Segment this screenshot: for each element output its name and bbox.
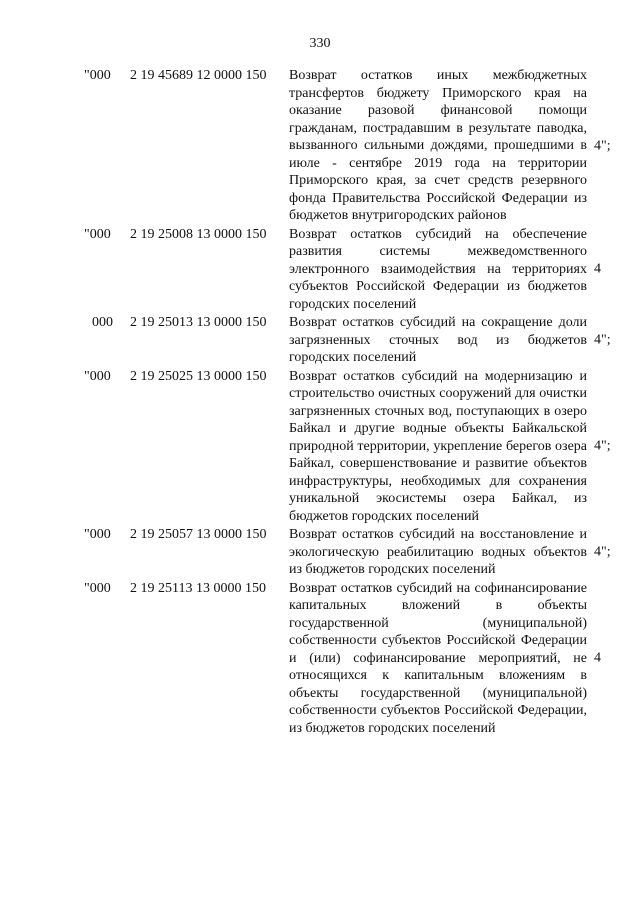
row-suffix: 4: [594, 650, 601, 666]
classification-code: 2 19 25013 13 0000 150: [130, 315, 267, 330]
row-description: Возврат остатков субсидий на софинансирование капитальных вложений в объекты государственной (муниципальной) собственности субъектов Российской Федерации и (или) софинансирование мероприятий, не относящихся к капитальным вложениям в объекты государственной (муниципальной) собственности субъектов Российской Федерации, из бюджетов городских поселений: [289, 580, 587, 736]
row-description: Возврат остатков субсидий на восстановление и экологическую реабилитацию водных объектов из бюджетов городских поселений: [289, 527, 587, 577]
table-row: [84, 526, 624, 579]
classification-code: 2 19 25008 13 0000 150: [130, 226, 267, 242]
table-row: [84, 226, 624, 314]
row-description: Возврат остатков иных межбюджетных трансфертов бюджету Приморского края на оказание разовой финансовой помощи гражданам, пострадавшим в результате паводка, вызванного сильными дождями, прошедшими в июле - сентябре 2019 года на территории Приморского края, за счет средств резервного фонда Правительства Российской Федерации из бюджетов внутригородских районов: [289, 68, 587, 223]
row-suffix: 4";: [594, 332, 611, 348]
table-row: [84, 67, 624, 225]
classification-code: 2 19 25113 13 0000 150: [130, 580, 266, 596]
table-row: [84, 368, 624, 526]
admin-code: "000: [84, 68, 111, 83]
row-description: Возврат остатков субсидий на модернизацию и строительство очистных сооружений для очистки загрязненных сточных вод, поступающих в озеро Байкал и другие водные объекты Байкальской природной территории, укрепление берегов озера Байкал, совершенствование и развитие объектов инфраструктуры, необходимых для сохранения уникальной экосистемы озера Байкал, из бюджетов городских поселений: [289, 368, 587, 524]
row-suffix: 4: [594, 261, 601, 277]
row-suffix: 4";: [594, 544, 611, 560]
classification-code: 2 19 25057 13 0000 150: [130, 527, 267, 542]
table-row: [84, 580, 624, 738]
row-description: Возврат остатков субсидий на обеспечение развития системы межведомственного электронного взаимодействия на территориях субъектов Российской Федерации из бюджетов городских поселений: [289, 226, 587, 312]
table-row: [84, 314, 624, 367]
classification-code: 2 19 45689 12 0000 150: [130, 68, 267, 83]
admin-code: "000: [84, 580, 111, 596]
admin-code: 000: [92, 315, 113, 330]
row-description: Возврат остатков субсидий на сокращение доли загрязненных сточных вод из бюджетов городских поселений: [289, 315, 587, 365]
budget-code-table: [84, 67, 624, 737]
admin-code: "000: [84, 368, 111, 384]
classification-code: 2 19 25025 13 0000 150: [130, 368, 267, 384]
row-suffix: 4";: [594, 438, 611, 454]
page-number: 330: [309, 36, 331, 51]
admin-code: "000: [84, 527, 111, 542]
row-suffix: 4";: [594, 138, 611, 153]
admin-code: "000: [84, 226, 111, 242]
